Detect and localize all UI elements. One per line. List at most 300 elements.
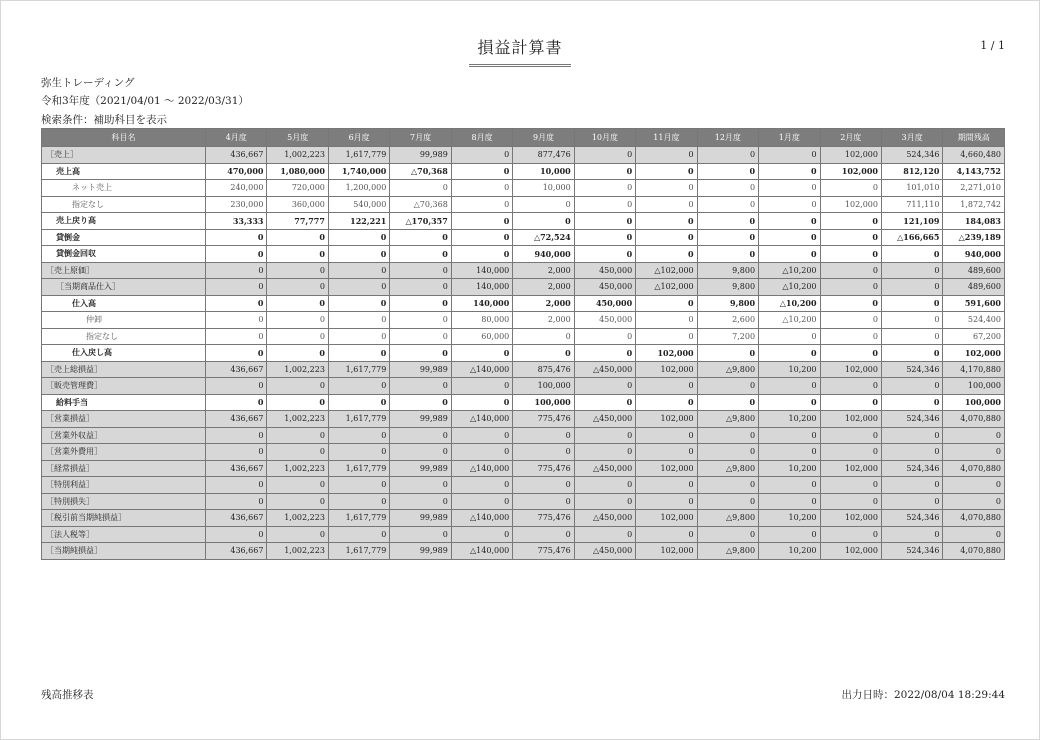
amount-cell: 0 bbox=[881, 312, 942, 329]
amount-cell: △9,800 bbox=[697, 411, 758, 428]
amount-cell: 0 bbox=[328, 477, 389, 494]
amount-cell: 0 bbox=[328, 328, 389, 345]
report-title: 損益計算書 bbox=[469, 35, 570, 67]
amount-cell: 100,000 bbox=[943, 394, 1005, 411]
table-header-row bbox=[42, 129, 1005, 147]
amount-cell: 0 bbox=[390, 246, 451, 263]
amount-cell: 102,000 bbox=[636, 411, 697, 428]
amount-cell: 940,000 bbox=[943, 246, 1005, 263]
amount-cell: 0 bbox=[697, 444, 758, 461]
amount-cell: 4,070,880 bbox=[943, 510, 1005, 527]
amount-cell: 0 bbox=[267, 295, 328, 312]
amount-cell: 0 bbox=[881, 493, 942, 510]
amount-cell: 775,476 bbox=[513, 510, 574, 527]
account-name-cell: ［売上原価］ bbox=[42, 262, 206, 279]
amount-cell: 0 bbox=[390, 328, 451, 345]
amount-cell: 0 bbox=[451, 427, 512, 444]
amount-cell: 0 bbox=[390, 477, 451, 494]
amount-cell: 0 bbox=[206, 229, 267, 246]
amount-cell: 7,200 bbox=[697, 328, 758, 345]
footer-report-name: 残高推移表 bbox=[41, 689, 94, 701]
amount-cell: 0 bbox=[574, 427, 635, 444]
amount-cell: 450,000 bbox=[574, 295, 635, 312]
amount-cell: 99,989 bbox=[390, 361, 451, 378]
amount-cell: △166,665 bbox=[881, 229, 942, 246]
amount-cell: 0 bbox=[574, 229, 635, 246]
amount-cell: 0 bbox=[451, 246, 512, 263]
amount-cell: 0 bbox=[697, 345, 758, 362]
amount-cell: 0 bbox=[697, 378, 758, 395]
amount-cell: 0 bbox=[636, 477, 697, 494]
amount-cell: 0 bbox=[206, 394, 267, 411]
amount-cell: 2,271,010 bbox=[943, 180, 1005, 197]
amount-cell: 2,000 bbox=[513, 262, 574, 279]
income-statement-table bbox=[41, 128, 1005, 560]
amount-cell: 0 bbox=[206, 328, 267, 345]
table-body bbox=[42, 147, 1005, 560]
table-row bbox=[42, 312, 1005, 329]
amount-cell: 1,002,223 bbox=[267, 411, 328, 428]
amount-cell: 1,617,779 bbox=[328, 543, 389, 560]
amount-cell: 0 bbox=[267, 427, 328, 444]
table-row bbox=[42, 196, 1005, 213]
amount-cell: 0 bbox=[881, 295, 942, 312]
amount-cell: 0 bbox=[390, 526, 451, 543]
company-name: 弥生トレーディング bbox=[41, 77, 135, 89]
amount-cell: 99,989 bbox=[390, 411, 451, 428]
column-header: 5月度 bbox=[267, 129, 328, 147]
amount-cell: 0 bbox=[451, 147, 512, 164]
amount-cell: 0 bbox=[820, 246, 881, 263]
amount-cell: △450,000 bbox=[574, 411, 635, 428]
table-row bbox=[42, 411, 1005, 428]
amount-cell: 0 bbox=[759, 378, 820, 395]
amount-cell: 102,000 bbox=[820, 163, 881, 180]
amount-cell: 0 bbox=[759, 477, 820, 494]
amount-cell: 0 bbox=[574, 345, 635, 362]
amount-cell: 591,600 bbox=[943, 295, 1005, 312]
amount-cell: △140,000 bbox=[451, 543, 512, 560]
amount-cell: 0 bbox=[390, 180, 451, 197]
amount-cell: 0 bbox=[328, 312, 389, 329]
amount-cell: 102,000 bbox=[820, 543, 881, 560]
account-name-cell: ［税引前当期純損益］ bbox=[42, 510, 206, 527]
column-header: 11月度 bbox=[636, 129, 697, 147]
amount-cell: 0 bbox=[206, 427, 267, 444]
amount-cell: 0 bbox=[574, 493, 635, 510]
amount-cell: 720,000 bbox=[267, 180, 328, 197]
amount-cell: 0 bbox=[328, 493, 389, 510]
amount-cell: 0 bbox=[820, 312, 881, 329]
table-row bbox=[42, 460, 1005, 477]
amount-cell: 0 bbox=[267, 262, 328, 279]
table-row bbox=[42, 477, 1005, 494]
amount-cell: 775,476 bbox=[513, 460, 574, 477]
amount-cell: 0 bbox=[390, 394, 451, 411]
amount-cell: 80,000 bbox=[451, 312, 512, 329]
table-row bbox=[42, 213, 1005, 230]
amount-cell: 0 bbox=[513, 345, 574, 362]
amount-cell: 240,000 bbox=[206, 180, 267, 197]
amount-cell: △239,189 bbox=[943, 229, 1005, 246]
account-name-cell: 仕入高 bbox=[42, 295, 206, 312]
amount-cell: 0 bbox=[881, 378, 942, 395]
amount-cell: 102,000 bbox=[820, 361, 881, 378]
amount-cell: 0 bbox=[943, 427, 1005, 444]
amount-cell: △450,000 bbox=[574, 361, 635, 378]
amount-cell: 0 bbox=[820, 279, 881, 296]
amount-cell: 0 bbox=[759, 246, 820, 263]
amount-cell: △72,524 bbox=[513, 229, 574, 246]
table-row bbox=[42, 279, 1005, 296]
amount-cell: 470,000 bbox=[206, 163, 267, 180]
amount-cell: 10,200 bbox=[759, 361, 820, 378]
amount-cell: 2,000 bbox=[513, 295, 574, 312]
amount-cell: 102,000 bbox=[636, 510, 697, 527]
amount-cell: 524,346 bbox=[881, 510, 942, 527]
amount-cell: 0 bbox=[759, 147, 820, 164]
amount-cell: 77,777 bbox=[267, 213, 328, 230]
amount-cell: 0 bbox=[943, 526, 1005, 543]
column-header: 7月度 bbox=[390, 129, 451, 147]
amount-cell: 524,346 bbox=[881, 361, 942, 378]
amount-cell: 1,002,223 bbox=[267, 510, 328, 527]
amount-cell: 99,989 bbox=[390, 510, 451, 527]
amount-cell: 0 bbox=[759, 394, 820, 411]
column-header: 2月度 bbox=[820, 129, 881, 147]
column-header: 4月度 bbox=[206, 129, 267, 147]
table-row bbox=[42, 510, 1005, 527]
account-name-cell: 仕入戻し高 bbox=[42, 345, 206, 362]
amount-cell: 0 bbox=[206, 493, 267, 510]
amount-cell: 711,110 bbox=[881, 196, 942, 213]
amount-cell: 0 bbox=[820, 427, 881, 444]
amount-cell: 10,200 bbox=[759, 510, 820, 527]
amount-cell: 4,170,880 bbox=[943, 361, 1005, 378]
amount-cell: 0 bbox=[574, 526, 635, 543]
amount-cell: 99,989 bbox=[390, 147, 451, 164]
account-name-cell: ［売上総損益］ bbox=[42, 361, 206, 378]
amount-cell: 0 bbox=[206, 262, 267, 279]
amount-cell: 1,200,000 bbox=[328, 180, 389, 197]
amount-cell: △10,200 bbox=[759, 295, 820, 312]
amount-cell: △102,000 bbox=[636, 262, 697, 279]
amount-cell: 102,000 bbox=[820, 147, 881, 164]
amount-cell: 0 bbox=[697, 180, 758, 197]
amount-cell: 940,000 bbox=[513, 246, 574, 263]
amount-cell: 0 bbox=[820, 229, 881, 246]
amount-cell: △10,200 bbox=[759, 279, 820, 296]
amount-cell: 1,002,223 bbox=[267, 460, 328, 477]
amount-cell: 1,617,779 bbox=[328, 411, 389, 428]
amount-cell: 1,872,742 bbox=[943, 196, 1005, 213]
amount-cell: △170,357 bbox=[390, 213, 451, 230]
amount-cell: 0 bbox=[390, 279, 451, 296]
amount-cell: 0 bbox=[328, 295, 389, 312]
amount-cell: 524,346 bbox=[881, 411, 942, 428]
amount-cell: △102,000 bbox=[636, 279, 697, 296]
amount-cell: 0 bbox=[881, 526, 942, 543]
amount-cell: 489,600 bbox=[943, 262, 1005, 279]
amount-cell: 102,000 bbox=[820, 460, 881, 477]
amount-cell: 524,346 bbox=[881, 147, 942, 164]
amount-cell: 9,800 bbox=[697, 279, 758, 296]
amount-cell: 0 bbox=[574, 477, 635, 494]
amount-cell: △9,800 bbox=[697, 361, 758, 378]
amount-cell: 0 bbox=[390, 427, 451, 444]
amount-cell: 100,000 bbox=[513, 394, 574, 411]
amount-cell: 450,000 bbox=[574, 279, 635, 296]
amount-cell: 121,109 bbox=[881, 213, 942, 230]
amount-cell: 0 bbox=[943, 444, 1005, 461]
amount-cell: 450,000 bbox=[574, 312, 635, 329]
amount-cell: 0 bbox=[513, 526, 574, 543]
amount-cell: 0 bbox=[206, 279, 267, 296]
amount-cell: 0 bbox=[390, 295, 451, 312]
amount-cell: 0 bbox=[697, 246, 758, 263]
amount-cell: 230,000 bbox=[206, 196, 267, 213]
amount-cell: 0 bbox=[820, 493, 881, 510]
column-header-account: 科目名 bbox=[42, 129, 206, 147]
amount-cell: 0 bbox=[574, 147, 635, 164]
amount-cell: 489,600 bbox=[943, 279, 1005, 296]
account-name-cell: 指定なし bbox=[42, 328, 206, 345]
amount-cell: 0 bbox=[513, 493, 574, 510]
amount-cell: 0 bbox=[636, 229, 697, 246]
amount-cell: 0 bbox=[451, 163, 512, 180]
amount-cell: 0 bbox=[390, 378, 451, 395]
amount-cell: 0 bbox=[267, 444, 328, 461]
amount-cell: 0 bbox=[574, 378, 635, 395]
amount-cell: 4,070,880 bbox=[943, 460, 1005, 477]
amount-cell: 0 bbox=[759, 427, 820, 444]
amount-cell: 0 bbox=[390, 262, 451, 279]
amount-cell: 775,476 bbox=[513, 543, 574, 560]
footer-output-datetime: 出力日時：2022/08/04 18:29:44 bbox=[841, 689, 1005, 701]
account-name-cell: 売上高 bbox=[42, 163, 206, 180]
amount-cell: 0 bbox=[636, 213, 697, 230]
table-row bbox=[42, 163, 1005, 180]
amount-cell: 0 bbox=[636, 328, 697, 345]
amount-cell: 0 bbox=[636, 378, 697, 395]
amount-cell: 0 bbox=[820, 378, 881, 395]
amount-cell: 10,200 bbox=[759, 460, 820, 477]
amount-cell: 0 bbox=[328, 279, 389, 296]
amount-cell: 0 bbox=[390, 229, 451, 246]
amount-cell: 0 bbox=[697, 427, 758, 444]
amount-cell: 0 bbox=[636, 394, 697, 411]
amount-cell: 450,000 bbox=[574, 262, 635, 279]
amount-cell: 0 bbox=[267, 328, 328, 345]
table-row bbox=[42, 444, 1005, 461]
column-header: 6月度 bbox=[328, 129, 389, 147]
amount-cell: 0 bbox=[636, 147, 697, 164]
amount-cell: 0 bbox=[881, 345, 942, 362]
amount-cell: 0 bbox=[636, 196, 697, 213]
amount-cell: 0 bbox=[206, 444, 267, 461]
amount-cell: △70,368 bbox=[390, 196, 451, 213]
amount-cell: 0 bbox=[759, 526, 820, 543]
amount-cell: 0 bbox=[451, 444, 512, 461]
amount-cell: 0 bbox=[759, 163, 820, 180]
amount-cell: △450,000 bbox=[574, 460, 635, 477]
amount-cell: 875,476 bbox=[513, 361, 574, 378]
amount-cell: 0 bbox=[820, 262, 881, 279]
amount-cell: 1,002,223 bbox=[267, 147, 328, 164]
amount-cell: 1,617,779 bbox=[328, 510, 389, 527]
table-row bbox=[42, 526, 1005, 543]
amount-cell: 0 bbox=[881, 328, 942, 345]
amount-cell: △9,800 bbox=[697, 460, 758, 477]
amount-cell: 1,002,223 bbox=[267, 543, 328, 560]
account-name-cell: 指定なし bbox=[42, 196, 206, 213]
page-number: 1 / 1 bbox=[980, 39, 1005, 52]
amount-cell: 2,600 bbox=[697, 312, 758, 329]
amount-cell: 0 bbox=[206, 526, 267, 543]
amount-cell: 0 bbox=[636, 163, 697, 180]
amount-cell: 0 bbox=[881, 444, 942, 461]
table-row bbox=[42, 543, 1005, 560]
amount-cell: 0 bbox=[574, 213, 635, 230]
amount-cell: 0 bbox=[574, 163, 635, 180]
account-name-cell: 仲卸 bbox=[42, 312, 206, 329]
amount-cell: 0 bbox=[820, 394, 881, 411]
amount-cell: △9,800 bbox=[697, 543, 758, 560]
amount-cell: 2,000 bbox=[513, 279, 574, 296]
amount-cell: 102,000 bbox=[820, 411, 881, 428]
account-name-cell: 貸倒金回収 bbox=[42, 246, 206, 263]
amount-cell: 0 bbox=[636, 246, 697, 263]
amount-cell: 2,000 bbox=[513, 312, 574, 329]
table-row bbox=[42, 427, 1005, 444]
amount-cell: 0 bbox=[820, 477, 881, 494]
amount-cell: 0 bbox=[267, 394, 328, 411]
column-header: 9月度 bbox=[513, 129, 574, 147]
amount-cell: 0 bbox=[697, 477, 758, 494]
account-name-cell: ［営業外費用］ bbox=[42, 444, 206, 461]
amount-cell: 0 bbox=[820, 295, 881, 312]
amount-cell: 102,000 bbox=[636, 361, 697, 378]
amount-cell: 436,667 bbox=[206, 147, 267, 164]
amount-cell: 0 bbox=[697, 196, 758, 213]
amount-cell: 0 bbox=[267, 493, 328, 510]
amount-cell: 0 bbox=[636, 312, 697, 329]
account-name-cell: 給料手当 bbox=[42, 394, 206, 411]
amount-cell: △450,000 bbox=[574, 543, 635, 560]
amount-cell: △140,000 bbox=[451, 460, 512, 477]
amount-cell: 0 bbox=[390, 493, 451, 510]
amount-cell: 140,000 bbox=[451, 279, 512, 296]
amount-cell: 0 bbox=[820, 328, 881, 345]
amount-cell: 0 bbox=[451, 345, 512, 362]
amount-cell: 0 bbox=[881, 279, 942, 296]
amount-cell: 0 bbox=[636, 180, 697, 197]
amount-cell: 102,000 bbox=[636, 543, 697, 560]
column-header: 1月度 bbox=[759, 129, 820, 147]
amount-cell: 436,667 bbox=[206, 460, 267, 477]
amount-cell: 4,143,752 bbox=[943, 163, 1005, 180]
amount-cell: 0 bbox=[636, 427, 697, 444]
table-row bbox=[42, 246, 1005, 263]
amount-cell: 436,667 bbox=[206, 361, 267, 378]
amount-cell: 1,617,779 bbox=[328, 361, 389, 378]
amount-cell: 140,000 bbox=[451, 262, 512, 279]
amount-cell: 0 bbox=[328, 444, 389, 461]
amount-cell: 0 bbox=[759, 328, 820, 345]
amount-cell: 0 bbox=[451, 180, 512, 197]
amount-cell: 0 bbox=[267, 312, 328, 329]
column-header: 10月度 bbox=[574, 129, 635, 147]
amount-cell: 0 bbox=[759, 493, 820, 510]
amount-cell: 0 bbox=[574, 328, 635, 345]
amount-cell: 102,000 bbox=[636, 345, 697, 362]
amount-cell: 0 bbox=[881, 427, 942, 444]
amount-cell: 9,800 bbox=[697, 262, 758, 279]
amount-cell: 0 bbox=[328, 262, 389, 279]
amount-cell: 0 bbox=[513, 328, 574, 345]
amount-cell: 877,476 bbox=[513, 147, 574, 164]
amount-cell: 0 bbox=[697, 213, 758, 230]
amount-cell: 10,000 bbox=[513, 180, 574, 197]
amount-cell: 0 bbox=[451, 493, 512, 510]
table-row bbox=[42, 180, 1005, 197]
amount-cell: △450,000 bbox=[574, 510, 635, 527]
amount-cell: 10,200 bbox=[759, 411, 820, 428]
account-name-cell: ［売上］ bbox=[42, 147, 206, 164]
account-name-cell: ［経常損益］ bbox=[42, 460, 206, 477]
amount-cell: 0 bbox=[328, 246, 389, 263]
account-name-cell: ［営業外収益］ bbox=[42, 427, 206, 444]
table-row bbox=[42, 345, 1005, 362]
amount-cell: 10,200 bbox=[759, 543, 820, 560]
amount-cell: 0 bbox=[759, 180, 820, 197]
amount-cell: 0 bbox=[206, 295, 267, 312]
amount-cell: △70,368 bbox=[390, 163, 451, 180]
amount-cell: 0 bbox=[636, 493, 697, 510]
amount-cell: 0 bbox=[881, 262, 942, 279]
amount-cell: 0 bbox=[328, 526, 389, 543]
amount-cell: 0 bbox=[759, 213, 820, 230]
amount-cell: 0 bbox=[943, 477, 1005, 494]
amount-cell: 0 bbox=[697, 394, 758, 411]
amount-cell: 0 bbox=[513, 444, 574, 461]
amount-cell: 122,221 bbox=[328, 213, 389, 230]
account-name-cell: 売上戻り高 bbox=[42, 213, 206, 230]
amount-cell: 0 bbox=[390, 444, 451, 461]
table-row bbox=[42, 394, 1005, 411]
table-row bbox=[42, 493, 1005, 510]
amount-cell: 10,000 bbox=[513, 163, 574, 180]
amount-cell: 0 bbox=[574, 394, 635, 411]
account-name-cell: 貸倒金 bbox=[42, 229, 206, 246]
amount-cell: 524,346 bbox=[881, 543, 942, 560]
search-condition: 検索条件：補助科目を表示 bbox=[41, 114, 167, 126]
amount-cell: 0 bbox=[697, 493, 758, 510]
amount-cell: 0 bbox=[943, 493, 1005, 510]
column-header: 3月度 bbox=[881, 129, 942, 147]
amount-cell: 4,660,480 bbox=[943, 147, 1005, 164]
table-row bbox=[42, 295, 1005, 312]
amount-cell: 9,800 bbox=[697, 295, 758, 312]
amount-cell: △140,000 bbox=[451, 510, 512, 527]
amount-cell: 0 bbox=[451, 526, 512, 543]
account-name-cell: ［当期純損益］ bbox=[42, 543, 206, 560]
column-header: 期間残高 bbox=[943, 129, 1005, 147]
amount-cell: 0 bbox=[574, 246, 635, 263]
amount-cell: 102,000 bbox=[820, 196, 881, 213]
amount-cell: 100,000 bbox=[513, 378, 574, 395]
amount-cell: 0 bbox=[881, 394, 942, 411]
